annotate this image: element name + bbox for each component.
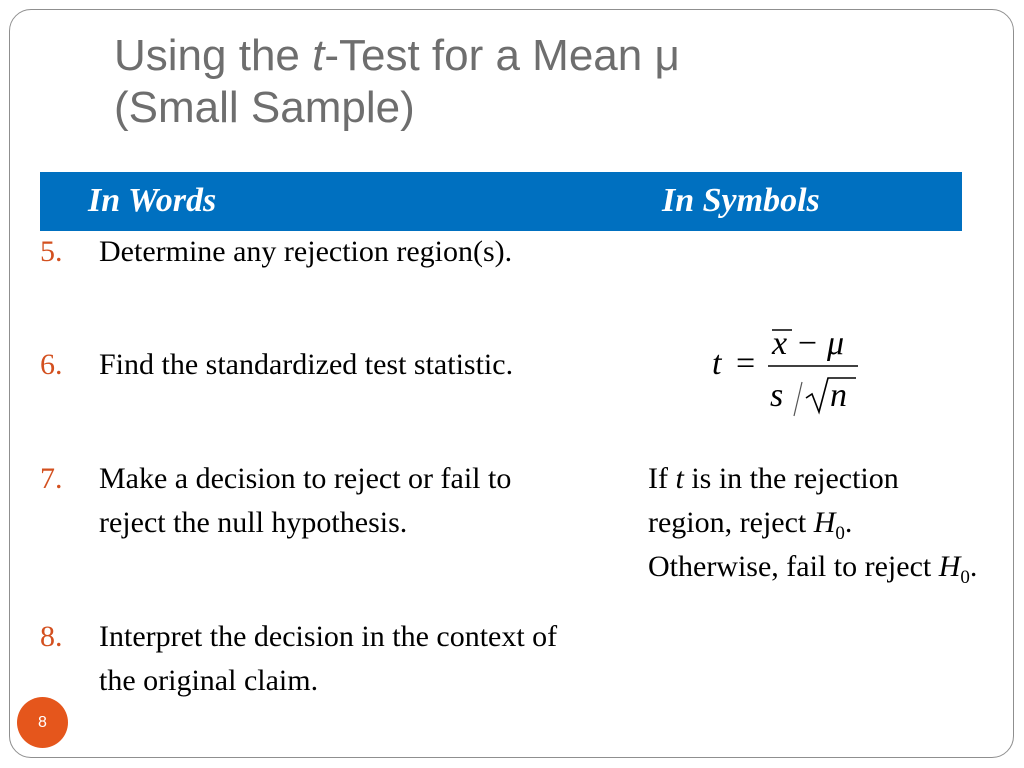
title-prefix: Using the <box>114 31 313 80</box>
decision-var-t: t <box>675 462 684 495</box>
title-italic-t: t <box>312 31 325 80</box>
decision-text: If <box>648 462 676 495</box>
header-in-words: In Words <box>88 182 217 219</box>
decision-h0-sub: 0 <box>960 567 970 588</box>
formula-numerator: x − μ <box>772 325 845 362</box>
division-slash <box>794 382 802 416</box>
step-number: 6. <box>40 348 63 381</box>
decision-h0: H <box>813 506 836 539</box>
decision-text: . <box>969 550 978 583</box>
step-number: 7. <box>40 462 63 495</box>
formula-equals: = <box>736 345 756 382</box>
step-number: 5. <box>40 235 63 268</box>
step-number: 8. <box>40 620 63 653</box>
decision-rule <box>648 457 978 589</box>
formula-lhs: t <box>712 345 722 382</box>
page-number-badge: 8 <box>17 697 68 748</box>
step-text: Interpret the decision in the context of the original claim. <box>99 620 558 697</box>
title-suffix: -Test for a Mean μ <box>324 31 680 80</box>
decision-h0: H <box>938 550 961 583</box>
table-header-bar <box>40 172 962 231</box>
slide-title <box>114 30 914 134</box>
formula-denominator-s: s <box>770 377 784 414</box>
decision-h0-sub: 0 <box>835 523 845 544</box>
step-text: Make a decision to reject or fail to reject the null hypothesis. <box>99 462 512 539</box>
decision-text: is in the rejection region, reject <box>648 462 899 539</box>
t-statistic-formula <box>706 320 876 430</box>
header-in-symbols: In Symbols <box>662 182 820 219</box>
formula-denominator-n: n <box>830 377 847 414</box>
step-text: Find the standardized test statistic. <box>99 348 514 381</box>
title-line-2: (Small Sample) <box>114 83 415 132</box>
title-line-1 <box>114 30 914 82</box>
decision-text: . Otherwise, fail to reject <box>648 506 939 583</box>
step-text: Determine any rejection region(s). <box>99 235 513 268</box>
